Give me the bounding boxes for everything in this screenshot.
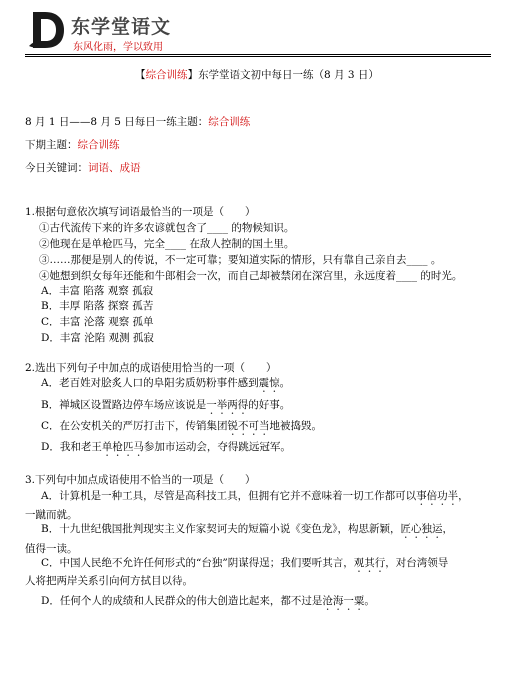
brand-logo <box>27 8 257 56</box>
q3-option-c-line1 <box>41 556 448 575</box>
q2-stem: 2.选出下列句子中加点的成语使用恰当的一项（ ） <box>25 362 277 374</box>
q1-stem: 1.根据句意依次填写词语最恰当的一项是（ ） <box>25 206 256 218</box>
q3-c-idiom: 观其行 <box>353 557 386 569</box>
q3-a-text: A．计算机是一种工具，尽管是高科技工具，但拥有它并不意味着一切工作都可以 <box>41 490 417 502</box>
q2-option-c <box>41 419 322 438</box>
q2-c-end: 地被捣毁。 <box>269 420 323 432</box>
q3-c-end: ，对台湾领导 <box>385 557 449 569</box>
theme-value: 综合训练 <box>208 116 251 128</box>
next-theme-line <box>25 138 120 152</box>
logo-slogan: 东风化雨，学以致用 <box>73 42 163 53</box>
q3-d-text: D．任何个人的成绩和人民群众的伟大创造比起来，都不过是 <box>41 595 323 607</box>
title-rest: 东学堂语文初中每日一练（8 月 3 日） <box>198 69 379 81</box>
q1-sentence-3: ③……那便是别人的传说，不一定可靠；要知道实际的情形，只有靠自己亲自去____ 。 <box>39 254 442 266</box>
q2-option-a <box>41 376 290 395</box>
q3-option-b-line1 <box>41 522 453 541</box>
q3-option-a-line2: 一蹴而就。 <box>25 509 78 521</box>
logo-mark-icon <box>27 8 67 52</box>
q3-d-idiom: 沧海一粟 <box>322 595 365 607</box>
header-rule-bottom <box>25 56 491 57</box>
q2-a-end: 。 <box>279 377 291 389</box>
q1-sentence-2: ②他现在是单枪匹马，完全____ 在敌人控制的国土里。 <box>39 238 295 250</box>
q3-d-end: 。 <box>364 595 375 607</box>
q1-option-c: C．丰富 沦落 观察 孤单 <box>41 316 154 328</box>
q3-a-idiom: 事倍功半 <box>416 490 459 502</box>
theme-label: 8 月 1 日——8 月 5 日每日一练主题： <box>25 116 209 128</box>
q3-stem: 3.下列句中加点成语使用不恰当的一项是（ ） <box>25 474 256 486</box>
q2-c-text: C．在公安机关的严厉打击下，传销集团 <box>41 420 228 432</box>
keywords-line <box>25 161 141 175</box>
q2-option-b <box>41 398 290 417</box>
q2-d-text: D．我和老王 <box>41 441 102 453</box>
logo-name: 东学堂语文 <box>71 16 172 38</box>
q1-option-b: B．丰厚 陷落 探察 孤苦 <box>41 300 154 312</box>
q3-option-d <box>41 594 375 613</box>
title-tag: 综合训练 <box>145 69 188 81</box>
q2-d-idiom: 单枪匹马 <box>101 441 144 453</box>
q3-a-comma: ， <box>458 490 469 502</box>
title-bracket-open: 【 <box>135 69 146 81</box>
q2-c-idiom: 锐不可当 <box>227 420 270 432</box>
header-rule-top <box>25 54 491 55</box>
title-bracket-close: 】 <box>187 69 199 81</box>
q2-option-d <box>41 440 291 459</box>
q2-b-end: 的好事。 <box>248 399 291 411</box>
q3-option-c-line2: 人将把两岸关系引向何方拭目以待。 <box>25 575 193 587</box>
theme-line <box>25 115 250 129</box>
q3-option-a-line1 <box>41 489 469 508</box>
q2-d-end: 参加市运动会，夺得跳远冠军。 <box>143 441 291 453</box>
next-theme-label: 下期主题： <box>25 139 78 151</box>
q1-sentence-1: ①古代流传下来的许多农谚就包含了____ 的物候知识。 <box>39 222 295 234</box>
q3-c-text: C．中国人民绝不允许任何形式的“台独”阴谋得逞；我们要听其言， <box>41 557 354 569</box>
q1-option-d: D．丰富 沦陷 观测 孤寂 <box>41 332 154 344</box>
q3-option-b-line2: 值得一读。 <box>25 543 78 555</box>
keywords-label: 今日关键词： <box>25 162 88 174</box>
q2-b-text: B．禅城区设置路边停车场应该说是 <box>41 399 207 411</box>
q3-b-text: B．十九世纪俄国批判现实主义作家契诃夫的短篇小说《变色龙》，构思新颖， <box>41 523 401 535</box>
q3-b-comma: ， <box>442 523 453 535</box>
keywords-value: 词语、成语 <box>88 162 141 174</box>
next-theme-value: 综合训练 <box>77 139 120 151</box>
q2-a-idiom: 震惊 <box>258 377 280 389</box>
q1-option-a: A．丰富 陷落 观察 孤寂 <box>41 285 154 297</box>
q2-b-idiom: 一举两得 <box>206 399 249 411</box>
q1-sentence-4: ④她想到织女每年还能和牛郎相会一次，而自己却被禁闭在深宫里，永远度着____ 的时光。 <box>39 270 463 282</box>
q2-a-text: A．老百姓对脍炙人口的阜阳劣质奶粉事件感到 <box>41 377 259 389</box>
q3-b-idiom: 匠心独运 <box>400 523 443 535</box>
page-title <box>0 67 514 82</box>
